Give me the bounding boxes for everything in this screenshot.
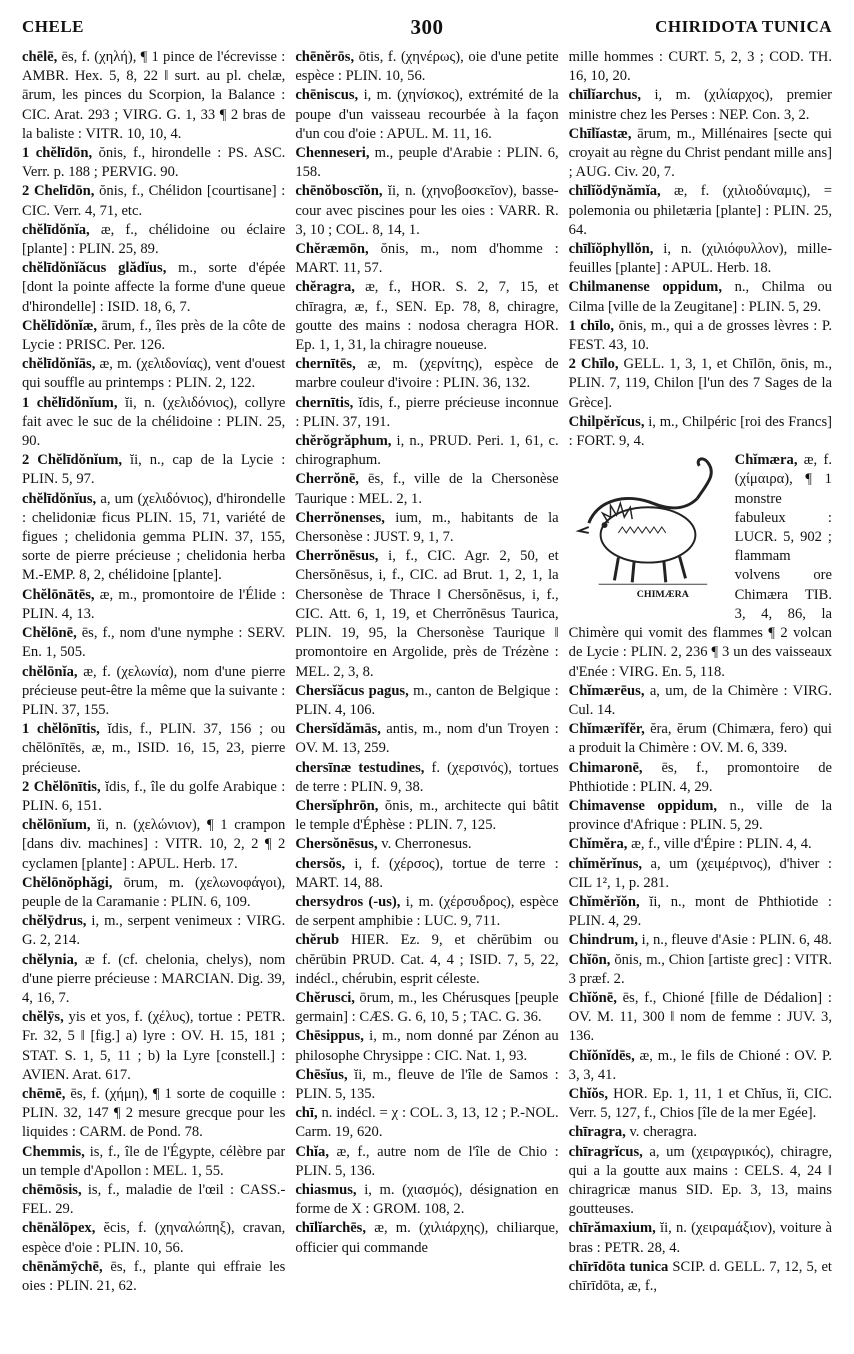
entry-text: ĕcis, f. (χηναλώπηξ), cravan, espèce d'oie : PLIN. 10, 56. <box>22 1220 286 1256</box>
entry-headword: Chimaronē, <box>568 759 643 776</box>
column-1 <box>22 48 285 1346</box>
dictionary-entry <box>22 663 285 721</box>
dictionary-entry <box>569 893 832 931</box>
entry-text: ĭi, n. (χηνοβοσκεῖον), basse-cour avec piscines pour les oies : VARR. R. 3, 10 ; COL. 8, 14, 1. <box>295 183 559 238</box>
header-left-guideword: CHELE <box>22 17 85 36</box>
dictionary-entry <box>569 48 832 86</box>
entry-headword: chĕlynia, <box>22 951 78 968</box>
entry-text: æ, f. (χελωνία), nom d'une pierre précieuse peut-être la même que la suivante : PLIN. 37, 155. <box>22 663 286 718</box>
entry-headword: chī, <box>295 1105 318 1122</box>
dictionary-entry <box>22 48 285 144</box>
entry-text: i, m. (χέρσυδρος), espèce de serpent amphibie : LUC. 9, 711. <box>295 893 559 930</box>
entry-headword: chersīnæ testudines, <box>295 759 425 776</box>
entry-headword: chĕlīdŏnĭăcus glădĭus, <box>22 260 167 277</box>
dictionary-entry <box>569 355 832 413</box>
entry-text: ēs, f., promontoire de Phthiotide : PLIN. 4, 29. <box>568 759 832 795</box>
entry-text: i, m., Chilpéric [roi des Francs] : FORT. 9, 4. <box>568 413 832 450</box>
entry-headword: Chĕrusci, <box>295 989 355 1006</box>
entry-text: HOR. Ep. 1, 11, 1 et Chĭus, ĭi, CIC. Verr. 5, 127, f., Chios [île de la mer Egée]. <box>568 1085 832 1122</box>
entry-headword: Chĕlīdŏnĭæ, <box>22 317 98 334</box>
entry-text: ŏnis, f., hirondelle : PS. ASC. Verr. p. 188 ; PERVIG. 90. <box>22 145 286 181</box>
dictionary-entry <box>569 278 832 316</box>
dictionary-entry <box>295 1219 558 1257</box>
entry-text: æ, f., autre nom de l'île de Chio : PLIN. 5, 136. <box>295 1143 559 1179</box>
entry-headword: Chersĭdămās, <box>295 721 381 738</box>
dictionary-entry <box>22 720 285 778</box>
dictionary-entry <box>569 1219 832 1257</box>
entry-headword: Chemmis, <box>22 1143 85 1160</box>
entry-headword: chīlĭarchus, <box>568 87 641 104</box>
dictionary-entry <box>295 509 558 547</box>
dictionary-entry <box>22 317 285 355</box>
entry-headword: chīrămaxium, <box>568 1220 656 1237</box>
header-right-guideword: CHIRIDOTA TUNICA <box>655 17 832 36</box>
entry-headword: chīlĭŏphyllŏn, <box>568 241 654 258</box>
entry-headword: chēniscus, <box>295 87 359 104</box>
entry-headword: chĕrub <box>295 932 340 949</box>
dictionary-entry <box>295 182 558 240</box>
entry-text: ium, m., habitants de la Chersonèse : JUST. 9, 1, 7. <box>295 509 559 546</box>
entry-headword: chēmē, <box>22 1085 66 1102</box>
chimera-drawing <box>569 453 727 603</box>
entry-headword: chersydros (-us), <box>295 893 401 910</box>
dictionary-entry <box>569 125 832 183</box>
entry-headword: chĕrŏgrăphum, <box>295 433 392 450</box>
dictionary-entry <box>295 240 558 278</box>
dictionary-entry <box>569 451 832 681</box>
entry-headword: chĕlīdŏnĭās, <box>22 356 96 373</box>
entry-headword: Chĭŏnē, <box>568 989 617 1006</box>
entry-text: m., sorte d'épée [dont la pointe affecte la forme d'une queue d'hirondelle] : ISID. 18, 6, 7. <box>22 260 286 315</box>
entry-headword: 2 Chelīdōn, <box>22 183 95 200</box>
dictionary-entry <box>295 1181 558 1219</box>
entry-headword: 1 chĕlīdōn, <box>22 145 93 162</box>
dictionary-entry <box>295 797 558 835</box>
entry-text: ēs, f. (χηλή), ¶ 1 pince de l'écrevisse : AMBR. Hex. 5, 8, 22 ‖ surt. au pl. chelæ, ārum, les pinces du Scorpion, la Balance : CIC. Arat. 293 ; VIRG. G. 1, 33 ¶ 2 bras de la baliste : VITR. 10, 10, 4. <box>22 49 286 142</box>
dictionary-entry <box>22 1258 285 1296</box>
chimera-illustration <box>569 453 727 603</box>
dictionary-entry <box>569 1085 832 1123</box>
dictionary-entry <box>295 989 558 1027</box>
entry-headword: chĕlōnĭa, <box>22 663 78 680</box>
entry-headword: chersŏs, <box>295 855 346 872</box>
dictionary-entry <box>22 355 285 393</box>
entry-text: i, m., serpent venimeux : VIRG. G. 2, 214. <box>22 913 286 949</box>
entry-headword: chĕlōnĭum, <box>22 817 91 834</box>
entry-text: a, um, de la Chimère : VIRG. Cul. 14. <box>568 682 832 718</box>
column-2 <box>295 48 558 1346</box>
entry-text: i, m. (χηνίσκος), extrémité de la poupe d'un vaisseau recourbée à la façon d'un cou d'oie : APUL. M. 11, 16. <box>295 87 559 142</box>
dictionary-entry <box>22 182 285 220</box>
dictionary-entry <box>22 586 285 624</box>
entry-text: is, f., maladie de l'œil : CASS.-FEL. 29. <box>22 1181 286 1218</box>
entry-headword: 1 chĕlōnītis, <box>22 721 100 738</box>
dictionary-entry <box>295 1027 558 1065</box>
entry-headword: 2 Chĕlīdŏnĭum, <box>22 452 123 469</box>
entry-headword: 2 Chīlo, <box>568 356 619 373</box>
entry-headword: 1 chĕlīdŏnĭum, <box>22 394 118 411</box>
dictionary-entry <box>295 720 558 758</box>
entry-headword: Chersŏnēsus, <box>295 836 378 853</box>
entry-headword: Chĭmærĭfĕr, <box>568 721 645 738</box>
dictionary-entry <box>22 778 285 816</box>
entry-headword: Chĭŏs, <box>568 1085 608 1102</box>
entry-headword: 1 chīlo, <box>568 317 615 334</box>
entry-text: æ, f., ville d'Épire : PLIN. 4, 4. <box>627 836 812 853</box>
entry-text: mille hommes : CURT. 5, 2, 3 ; COD. TH. 16, 10, 20. <box>568 49 832 85</box>
entry-text: ēs, f., nom d'une nymphe : SERV. En. 1, 505. <box>22 625 286 661</box>
entry-text: ēs, f., plante qui effraie les oies : PLIN. 21, 62. <box>22 1258 286 1294</box>
dictionary-entry <box>22 490 285 586</box>
columns <box>22 48 832 1346</box>
entry-text: ĭi, n., mont de Phthiotide : PLIN. 4, 29. <box>568 893 832 930</box>
dictionary-entry <box>295 1066 558 1104</box>
dictionary-entry <box>22 1219 285 1257</box>
entry-headword: chĭmĕrĭnus, <box>568 855 643 872</box>
entry-text: ĭi, n., cap de la Lycie : PLIN. 5, 97. <box>22 452 286 488</box>
entry-headword: chēnămȳchē, <box>22 1258 103 1275</box>
dictionary-entry <box>295 1104 558 1142</box>
entry-text: æ, f., chélidoine ou éclaire [plante] : PLIN. 25, 89. <box>22 221 286 258</box>
entry-headword: Chĭmærēus, <box>568 682 645 699</box>
entry-text: is, f., île de l'Égypte, célèbre par un temple d'Apollon : MEL. 1, 55. <box>22 1143 286 1179</box>
dictionary-entry <box>569 1123 832 1142</box>
entry-headword: chēnĕrōs, <box>295 49 355 65</box>
dictionary-entry <box>569 720 832 758</box>
entry-text: SCIP. d. GELL. 7, 12, 5, et chīrīdōta, æ, f., <box>568 1258 832 1294</box>
dictionary-entry <box>295 893 558 931</box>
entry-text: ŏnis, m., Chion [artiste grec] : VITR. 3 præf. 2. <box>568 951 832 987</box>
entry-headword: Chenneseri, <box>295 145 370 162</box>
entry-headword: chīragra, <box>568 1124 626 1141</box>
dictionary-entry <box>22 451 285 489</box>
dictionary-entry <box>569 413 832 451</box>
entry-text: ĭi, n. (χειραμάξιον), voiture à bras : PETR. 28, 4. <box>568 1220 832 1256</box>
entry-text: HIER. Ez. 9, et chĕrūbim ou chĕrūbin PRUD. Cat. 4, 4 ; ISID. 7, 5, 22, indécl., chérubin, esprit céleste. <box>295 932 559 987</box>
entry-headword: Chĕlōnē, <box>22 625 77 642</box>
entry-headword: Chilpĕrĭcus, <box>568 413 645 430</box>
entry-text: v. cheragra. <box>625 1124 697 1141</box>
entry-headword: 2 Chĕlōnītis, <box>22 778 101 795</box>
dictionary-entry <box>569 759 832 797</box>
dictionary-entry <box>295 759 558 797</box>
entry-headword: Chersĭăcus pagus, <box>295 682 409 699</box>
entry-text: ŏnis, m., architecte qui bâtit le temple d'Éphèse : PLIN. 7, 125. <box>295 797 559 834</box>
entry-headword: chĕragra, <box>295 279 355 296</box>
entry-text: antis, m., nom d'un Troyen : OV. M. 13, 259. <box>295 721 559 757</box>
entry-headword: Chēsippus, <box>295 1028 364 1045</box>
dictionary-entry <box>569 855 832 893</box>
entry-headword: chĕlȳdrus, <box>22 913 87 930</box>
dictionary-entry <box>295 394 558 432</box>
entry-headword: Chĕlōnŏphăgi, <box>22 874 113 891</box>
entry-text: ārum, f., îles près de la côte de Lycie : PRISC. Per. 126. <box>22 317 286 354</box>
entry-text: a, um (χειραγρικός), chiragre, qui a la goutte aux mains : CELS. 4, 24 ‖ chiragricæ manus SID. Ep. 3, 13, mains goutteuses. <box>568 1143 832 1218</box>
dictionary-entry <box>569 1047 832 1085</box>
dictionary-entry <box>22 221 285 259</box>
dictionary-entry <box>22 394 285 452</box>
dictionary-entry <box>295 1143 558 1181</box>
dictionary-entry <box>295 547 558 681</box>
dictionary-entry <box>22 1181 285 1219</box>
dictionary-entry <box>295 470 558 508</box>
entry-headword: Chĭōn, <box>568 951 611 968</box>
dictionary-entry <box>295 432 558 470</box>
entry-text: æ, m., le fils de Chioné : OV. P. 3, 3, 41. <box>568 1047 832 1083</box>
dictionary-entry <box>569 317 832 355</box>
dictionary-entry <box>22 951 285 1009</box>
entry-headword: Chĭmĕrĭŏn, <box>568 893 640 910</box>
entry-headword: Chersĭphrōn, <box>295 797 379 814</box>
entry-headword: Cherrŏnenses, <box>295 509 385 526</box>
entry-headword: Chēsĭus, <box>295 1066 348 1083</box>
dictionary-entry <box>569 835 832 854</box>
entry-text: ĭi, m., fleuve de l'île de Samos : PLIN. 5, 135. <box>295 1066 559 1102</box>
dictionary-entry <box>569 1258 832 1296</box>
dictionary-entry <box>295 144 558 182</box>
entry-text: ŏnis, m., nom d'homme : MART. 11, 57. <box>295 241 559 277</box>
dictionary-entry <box>295 682 558 720</box>
entry-text: ĭdis, f., île du golfe Arabique : PLIN. 6, 151. <box>22 778 286 814</box>
dictionary-entry <box>295 355 558 393</box>
entry-text: æ, f., HOR. S. 2, 7, 15, et chīragra, æ, f., SEN. Ep. 78, 8, chiragre, goutte des mains : nodosa cheragra HOR. Ep. 1, 1, 31, la chiragre noueuse. <box>295 279 559 354</box>
entry-text: i, n., fleuve d'Asie : PLIN. 6, 48. <box>638 932 832 949</box>
entry-text: æ, m. (χελιδονίας), vent d'ouest qui souffle au printemps : PLIN. 2, 122. <box>22 356 286 392</box>
entry-text: ŏnis, f., Chélidon [courtisane] : CIC. Verr. 4, 71, etc. <box>22 183 286 219</box>
entry-headword: chĕlīdŏnĭa, <box>22 221 90 238</box>
dictionary-entry <box>569 682 832 720</box>
entry-text: ōrum, m. (χελωνοφάγοι), peuple de la Caramanie : PLIN. 6, 109. <box>22 874 286 910</box>
entry-headword: chĕlīdŏnĭus, <box>22 490 97 507</box>
entry-text: ēs, f., Chioné [fille de Dédalion] : OV. M. 11, 300 ‖ nom de femme : JUV. 3, 136. <box>568 989 832 1045</box>
column-3 <box>569 48 832 1346</box>
entry-text: n., ville de la province d'Afrique : PLIN. 5, 29. <box>568 797 832 834</box>
page-number: 300 <box>410 14 444 39</box>
entry-headword: Chilmanense oppidum, <box>568 279 722 296</box>
dictionary-entry <box>569 797 832 835</box>
entry-headword: Chĕlōnātēs, <box>22 586 95 603</box>
entry-headword: chīlĭarchēs, <box>295 1220 366 1237</box>
entry-headword: chēnŏboscīŏn, <box>295 183 383 200</box>
dictionary-entry <box>22 144 285 182</box>
dictionary-entry <box>569 951 832 989</box>
entry-headword: chēnălōpex, <box>22 1220 96 1237</box>
entry-text: m., canton de Belgique : PLIN. 4, 106. <box>295 682 559 718</box>
dictionary-entry <box>569 86 832 124</box>
dictionary-entry <box>22 259 285 317</box>
dictionary-entry <box>569 931 832 950</box>
dictionary-entry <box>22 874 285 912</box>
entry-text: ēs, f., ville de la Chersonèse Taurique : MEL. 2, 1. <box>295 471 559 507</box>
dictionary-entry <box>569 1143 832 1220</box>
entry-text: ĭi, n. (χελώνιον), ¶ 1 crampon [dans div. machines] : VITR. 10, 2, 2 ¶ 2 cyclamen [plante] : APUL. Herb. 17. <box>22 817 286 872</box>
entry-text: i, f., CIC. Agr. 2, 50, et Chersŏnēsus, i, f., CIC. ad Brut. 1, 2, 1, la Chersonèse de Thrace ‖ Chersŏnēsus, i, f., CIC. Att. 6, 1, 19, et Cherrŏnēsus Taurica, PLIN. 19, 95, la Chersonèse Taurique ‖ promontoire en Argolide, près de Trézène : MEL. 2, 3, 8. <box>295 548 559 680</box>
figure-caption: CHIMÆRA <box>636 589 689 601</box>
entry-headword: chēlē, <box>22 49 58 65</box>
dictionary-entry <box>22 1143 285 1181</box>
entry-text: æ, m. (χιλιάρχης), chiliarque, officier qui commande <box>295 1220 559 1256</box>
dictionary-entry <box>295 86 558 144</box>
entry-text: ēs, f. (χήμη), ¶ 1 sorte de coquille : PLIN. 32, 147 ¶ 2 mesure grecque pour les liquides : CARM. de Pond. 78. <box>22 1085 286 1141</box>
entry-text: n., Chilma ou Cilma [ville de la Zeugitane] : PLIN. 5, 29. <box>568 279 832 315</box>
entry-text: æ f. (cf. chelonia, chelys), nom d'une pierre précieuse : MARCIAN. Dig. 39, 4, 16, 7. <box>22 951 286 1006</box>
entry-headword: chiasmus, <box>295 1181 357 1198</box>
entry-headword: Cherrŏnē, <box>295 471 359 488</box>
entry-headword: Cherrŏnēsus, <box>295 548 379 565</box>
dictionary-entry <box>295 855 558 893</box>
entry-text: ĕra, ĕrum (Chimæra, fero) qui a produit la Chimère : OV. M. 6, 339. <box>568 721 832 757</box>
dictionary-entry <box>569 182 832 240</box>
entry-text: æ, f. (χιλιοδύναμις), = polemonia ou philetæria [plante] : PLIN. 25, 64. <box>568 183 832 238</box>
entry-text: f. (χερσινός), tortues de terre : PLIN. 9, 38. <box>295 759 559 795</box>
page-header <box>22 12 832 42</box>
entry-text: i, m., nom donné par Zénon au philosophe Chrysippe : CIC. Nat. 1, 93. <box>295 1028 559 1064</box>
entry-headword: chernītēs, <box>295 356 356 373</box>
entry-headword: Chimavense oppidum, <box>568 797 718 814</box>
entry-headword: chēmōsis, <box>22 1181 82 1198</box>
entry-text: i, m. (χιλίαρχος), premier ministre chez les Perses : NEP. Con. 3, 2. <box>568 87 832 123</box>
entry-headword: Chĭmæra, <box>734 452 798 469</box>
entry-text: ārum, m., Millénaires [secte qui croyait au règne du Christ pendant mille ans] ; AUG. Civ. 20, 7. <box>568 125 832 181</box>
entry-text: ĭdis, f., pierre précieuse inconnue : PLIN. 37, 191. <box>295 394 559 430</box>
entry-text: v. Cherronesus. <box>377 836 472 853</box>
dictionary-entry <box>569 989 832 1047</box>
entry-text: a, um (χειμέρινος), d'hiver : CIL 1², 1, p. 281. <box>568 855 832 891</box>
dictionary-entry <box>295 278 558 355</box>
entry-text: ōnis, m., qui a de grosses lèvres : P. FEST. 43, 10. <box>568 317 832 354</box>
entry-text: ōtis, f. (χηνέρως), oie d'une petite espèce : PLIN. 10, 56. <box>295 49 559 85</box>
entry-headword: chĕlȳs, <box>22 1009 64 1026</box>
dictionary-entry <box>295 48 558 86</box>
entry-headword: Chĕræmōn, <box>295 241 369 258</box>
entry-text: æ, m. (χερνίτης), espèce de marbre couleur d'ivoire : PLIN. 36, 132. <box>295 356 559 392</box>
entry-text: m., peuple d'Arabie : PLIN. 6, 158. <box>295 145 559 181</box>
dictionary-entry <box>22 912 285 950</box>
entry-text: æ, m., promontoire de l'Élide : PLIN. 4, 13. <box>22 586 286 622</box>
dictionary-entry <box>295 931 558 989</box>
entry-headword: chīragrĭcus, <box>568 1143 643 1160</box>
entry-text: i, n., PRUD. Peri. 1, 61, c. chirographum. <box>295 433 559 469</box>
entry-text: yis et yos, f. (χέλυς), tortue : PETR. Fr. 32, 5 ‖ [fig.] a) lyre : OV. H. 15, 181 ; STAT. S. 1, 5, 11 ; b) la Lyre [constell.] : AVIEN. Arat. 617. <box>22 1009 286 1083</box>
entry-headword: Chīlĭastæ, <box>568 125 632 142</box>
entry-text: ōrum, m., les Chérusques [peuple germain] : CÆS. G. 6, 10, 5 ; TAC. G. 36. <box>295 989 559 1026</box>
entry-text: a, um (χελιδόνιος), d'hirondelle : chelidoniæ ficus PLIN. 15, 71, variété de figues ; chelidonia gemma PLIN. 37, 155, sorte de pierre précieuse ; chelidonia herba M.-EMP. 8, 2, chélidoine [plante]. <box>22 490 286 584</box>
dictionary-entry <box>22 1085 285 1143</box>
entry-text: i, n. (χιλιόφυλλον), mille-feuilles [plante] : APUL. Herb. 18. <box>568 241 832 277</box>
entry-headword: Chindrum, <box>568 932 638 949</box>
entry-text: ĭi, n. (χελιδόνιος), collyre fait avec le suc de la chélidoine : PLIN. 25, 90. <box>22 394 286 450</box>
entry-headword: Chĭŏnĭdēs, <box>568 1047 635 1064</box>
entry-headword: chīlĭŏdȳnămĭa, <box>568 183 661 200</box>
entry-headword: chernītis, <box>295 394 354 411</box>
entry-text: n. indécl. = χ : COL. 3, 13, 12 ; P.-NOL. Carm. 19, 620. <box>295 1105 559 1141</box>
entry-text: ĭdis, f., PLIN. 37, 156 ; ou chĕlōnītēs, æ, m., ISID. 16, 15, 23, pierre précieuse. <box>22 721 286 776</box>
entry-text: æ, f. (χίμαιρα), ¶ 1 monstre fabuleux : LUCR. 5, 902 ; flammam volvens ore Chimæra TIB. 3, 4, 86, la Chimère qui vomit des flammes ¶ 2 volcan de Lycie : PLIN. 2, 236 ¶ 3 un des vaisseaux d'Enée : VIRG. En. 5, 118. <box>568 452 832 680</box>
dictionary-entry <box>569 240 832 278</box>
dictionary-entry <box>22 816 285 874</box>
dictionary-entry <box>22 1008 285 1085</box>
dictionary-entry <box>295 835 558 854</box>
entry-text: i, m. (χιασμός), désignation en forme de X : GROM. 108, 2. <box>295 1181 559 1218</box>
entry-headword: Chĭmĕra, <box>568 836 628 853</box>
dictionary-entry <box>22 624 285 662</box>
entry-headword: chīrīdōta tunica <box>568 1258 669 1275</box>
entry-headword: Chĭa, <box>295 1143 329 1160</box>
entry-text: GELL. 1, 3, 1, et Chīlōn, ōnis, m., PLIN. 7, 119, Chilon [l'un des 7 Sages de la Grèce]. <box>568 356 832 411</box>
entry-text: i, f. (χέρσος), tortue de terre : MART. 14, 88. <box>295 855 559 891</box>
